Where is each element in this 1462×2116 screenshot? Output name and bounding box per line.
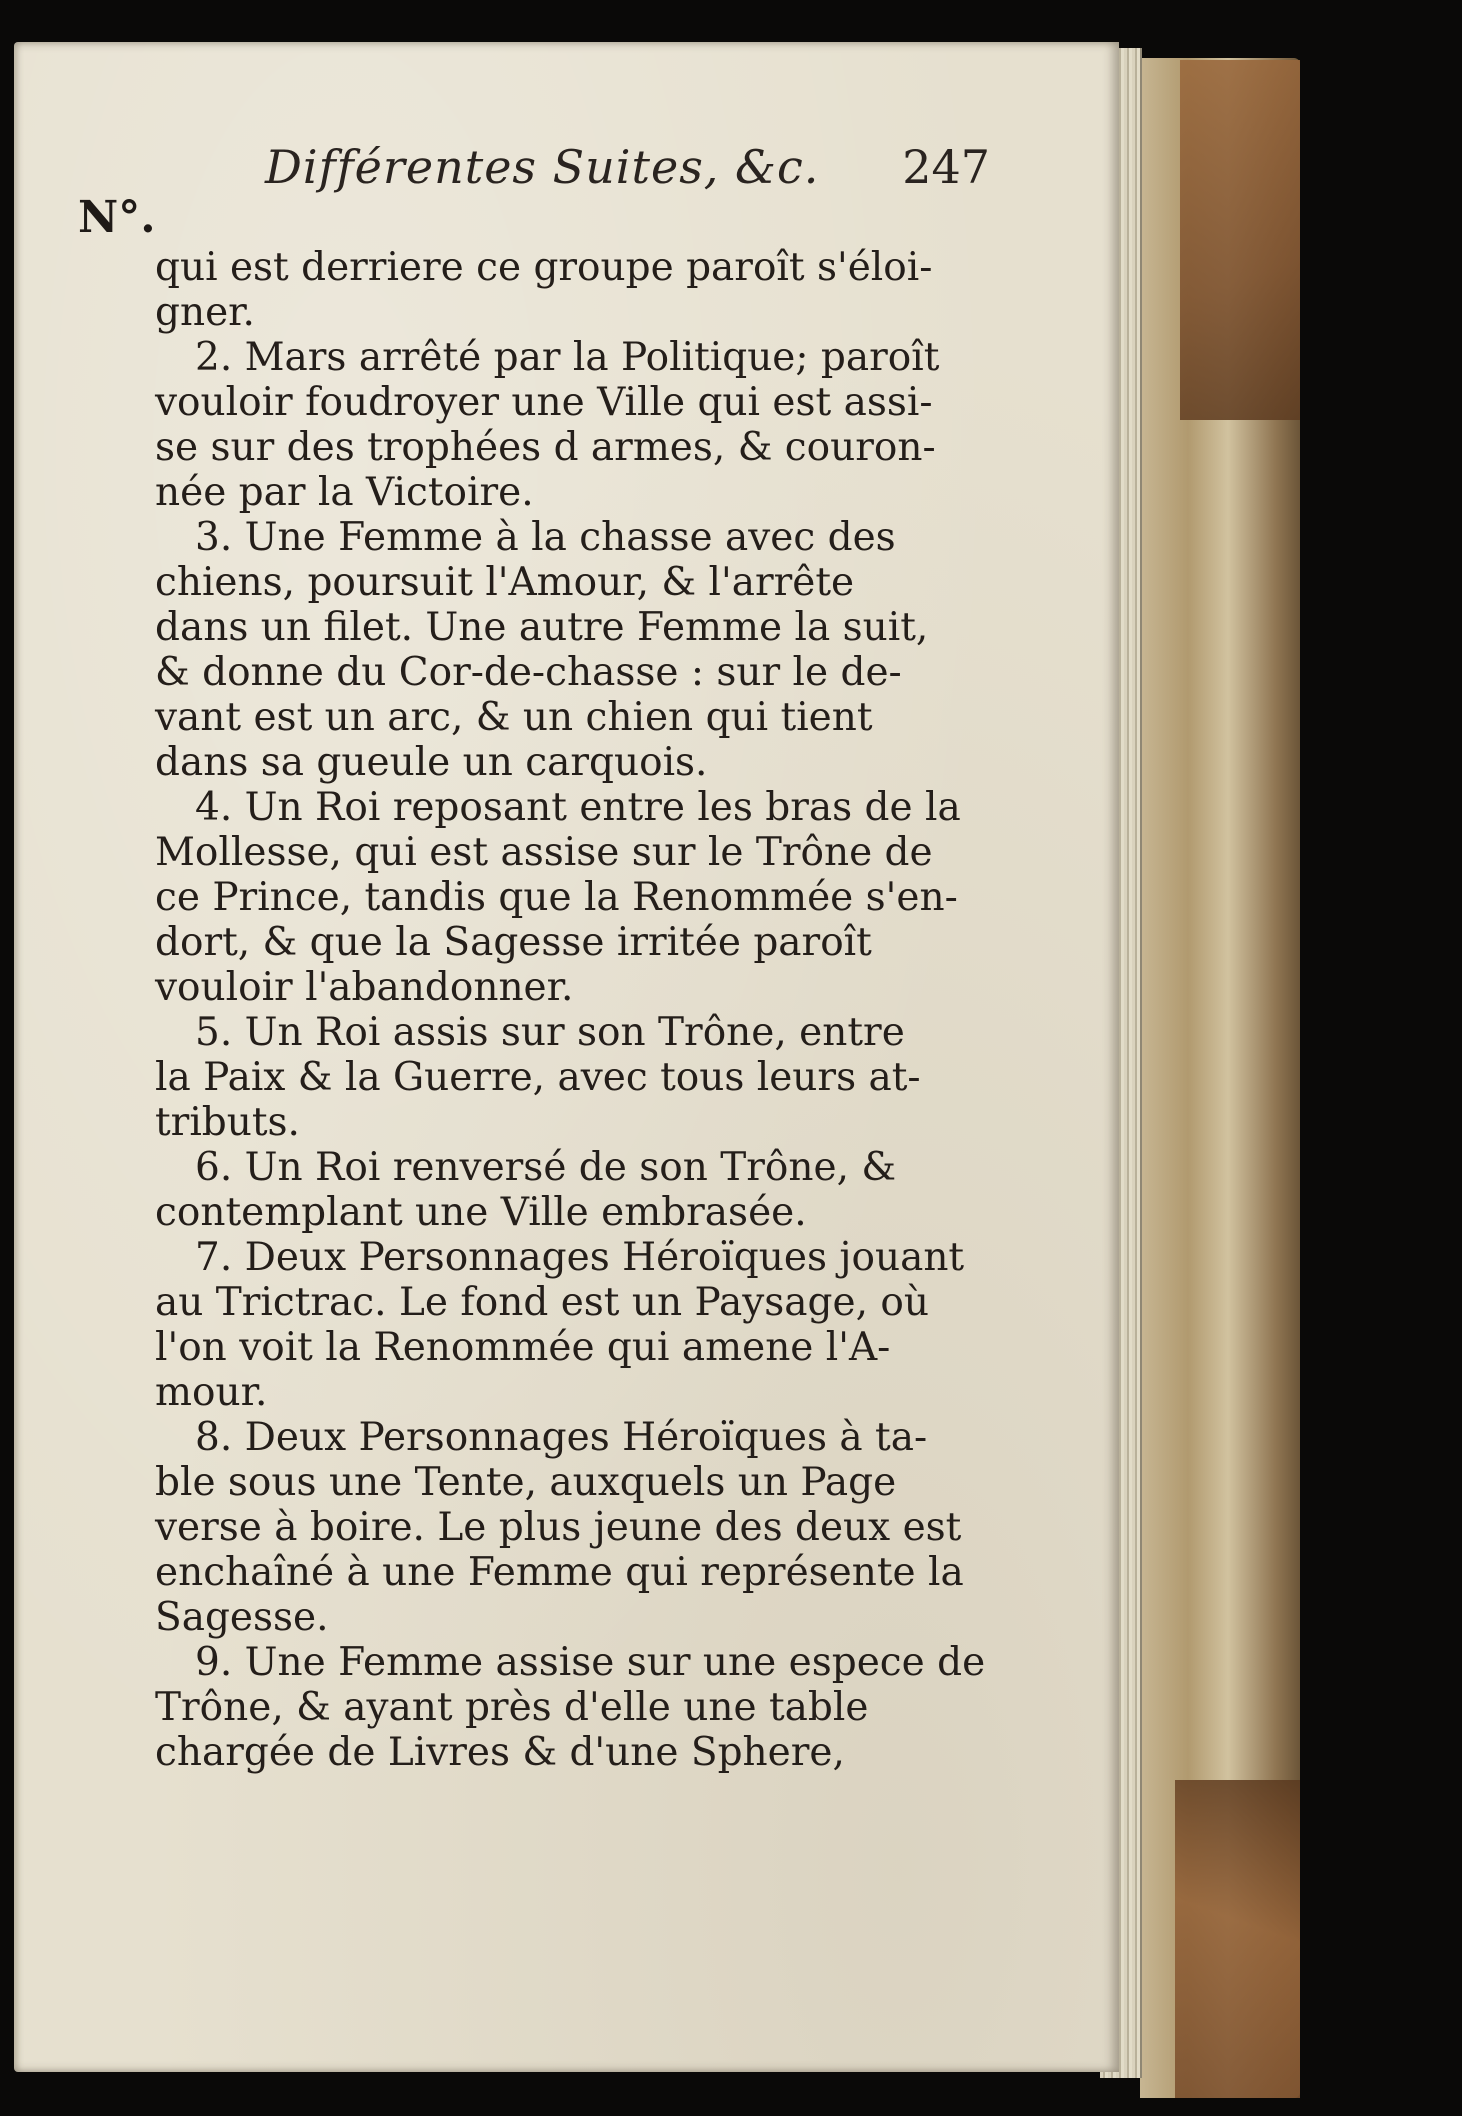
text-line: gner. [155,290,255,335]
text-line: 6. Un Roi renversé de son Trône, & [195,1145,897,1190]
text-line: dans un filet. Une autre Femme la suit, [155,605,929,650]
body-text [155,245,986,1845]
page-number: 247 [902,140,990,194]
text-line: mour. [155,1370,268,1415]
text-line: 4. Un Roi reposant entre les bras de la [195,785,961,830]
text-line: la Paix & la Guerre, avec tous leurs at- [155,1055,921,1100]
text-line: 9. Une Femme assise sur une espece de [195,1640,986,1685]
text-line: enchaîné à une Femme qui représente la [155,1550,964,1595]
margin-marker: N°. [78,192,156,243]
text-line: contemplant une Ville embrasée. [155,1190,807,1235]
text-line: 8. Deux Personnages Héroïques à ta- [195,1415,928,1460]
text-line: se sur des trophées d armes, & couron- [155,425,936,470]
text-line: 7. Deux Personnages Héroïques jouant [195,1235,965,1280]
text-line: Sagesse. [155,1595,329,1640]
text-line: dort, & que la Sagesse irritée paroît [155,920,872,965]
text-line: dans sa gueule un carquois. [155,740,708,785]
text-line: chiens, poursuit l'Amour, & l'arrête [155,560,855,605]
text-line: 5. Un Roi assis sur son Trône, entre [195,1010,905,1055]
text-line: Trône, & ayant près d'elle une table [155,1685,869,1730]
leather-corner-top [1180,60,1300,420]
text-line: & donne du Cor-de-chasse : sur le de- [155,650,902,695]
text-line: ble sous une Tente, auxquels un Page [155,1460,897,1505]
text-line: vouloir l'abandonner. [155,965,574,1010]
text-line: 2. Mars arrêté par la Politique; paroît [195,335,940,380]
text-line: chargée de Livres & d'une Sphere, [155,1730,845,1775]
text-line: Mollesse, qui est assise sur le Trône de [155,830,933,875]
text-line: née par la Victoire. [155,470,534,515]
text-line: au Trictrac. Le fond est un Paysage, où [155,1280,929,1325]
text-line: verse à boire. Le plus jeune des deux est [155,1505,962,1550]
text-line: l'on voit la Renommée qui amene l'A- [155,1325,891,1370]
text-line: vouloir foudroyer une Ville qui est assi- [155,380,933,425]
text-line: ce Prince, tandis que la Renommée s'en- [155,875,958,920]
text-line: vant est un arc, & un chien qui tient [155,695,873,740]
text-line: 3. Une Femme à la chasse avec des [195,515,896,560]
leather-corner-bottom [1175,1780,1300,2098]
text-line: tributs. [155,1100,300,1145]
running-head: Différentes Suites, &c. [265,140,820,194]
text-line: qui est derriere ce groupe paroît s'éloi- [155,245,933,290]
